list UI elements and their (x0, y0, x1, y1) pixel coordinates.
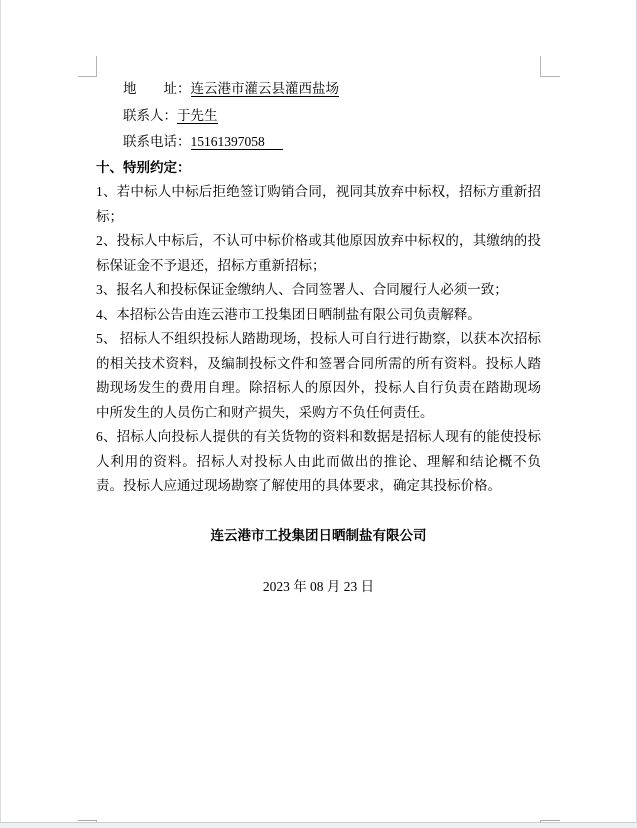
margin-mark-bottom-left-icon (78, 820, 97, 823)
special-item-6: 6、招标人向投标人提供的有关货物的资料和数据是招标人现有的能使投标人利用的资料。招标人对投标人由此而做出的推论、理解和结论概不负责。投标人应通过现场勘察了解使用的具体要求，确定其投标价格。 (96, 429, 541, 493)
margin-mark-top-left-icon (78, 56, 97, 77)
signature-date: 2023 年 08 月 23 日 (262, 579, 375, 594)
phone-value: 15161397058 (191, 134, 283, 150)
phone-label: 联系电话： (123, 134, 191, 149)
signature-company: 连云港市工投集团日晒制盐有限公司 (210, 527, 427, 543)
special-item-3: 3、报名人和投标保证金缴纳人、合同签署人、合同履行人必须一致； (96, 282, 508, 297)
contact-person-value: 于先生 (177, 107, 218, 123)
address-label: 地 址： (123, 81, 191, 96)
page-text-area (96, 76, 541, 600)
contact-person-label: 联系人： (123, 107, 177, 123)
contact-person-line (123, 103, 541, 130)
margin-mark-top-right-icon (540, 56, 560, 77)
phone-line (123, 129, 541, 156)
section-heading: 十、特别约定： (96, 159, 191, 175)
contact-block (96, 76, 541, 156)
address-value: 连云港市灌云县灌西盐场 (190, 81, 339, 96)
address-line (123, 76, 541, 103)
special-item-5: 5、 招标人不组织投标人踏勘现场，投标人可自行进行勘察，以获本次招标的相关技术资料，及编制投标文件和签署合同所需的所有资料。投标人踏勘现场发生的费用自理。除招标人的原因外，投标人自行负责在踏勘现场中所发生的人员伤亡和财产损失，采购方不负任何责任。 (96, 331, 541, 420)
special-item-1: 1、若中标人中标后拒绝签订购销合同，视同其放弃中标权，招标方重新招标； (96, 184, 541, 224)
special-item-2: 2、投标人中标后，不认可中标价格或其他原因放弃中标权的，其缴纳的投标保证金不予退还，招标方重新招标； (96, 233, 541, 273)
special-item-4: 4、本招标公告由连云港市工投集团日晒制盐有限公司负责解释。 (96, 306, 481, 322)
margin-mark-bottom-right-icon (540, 820, 560, 823)
